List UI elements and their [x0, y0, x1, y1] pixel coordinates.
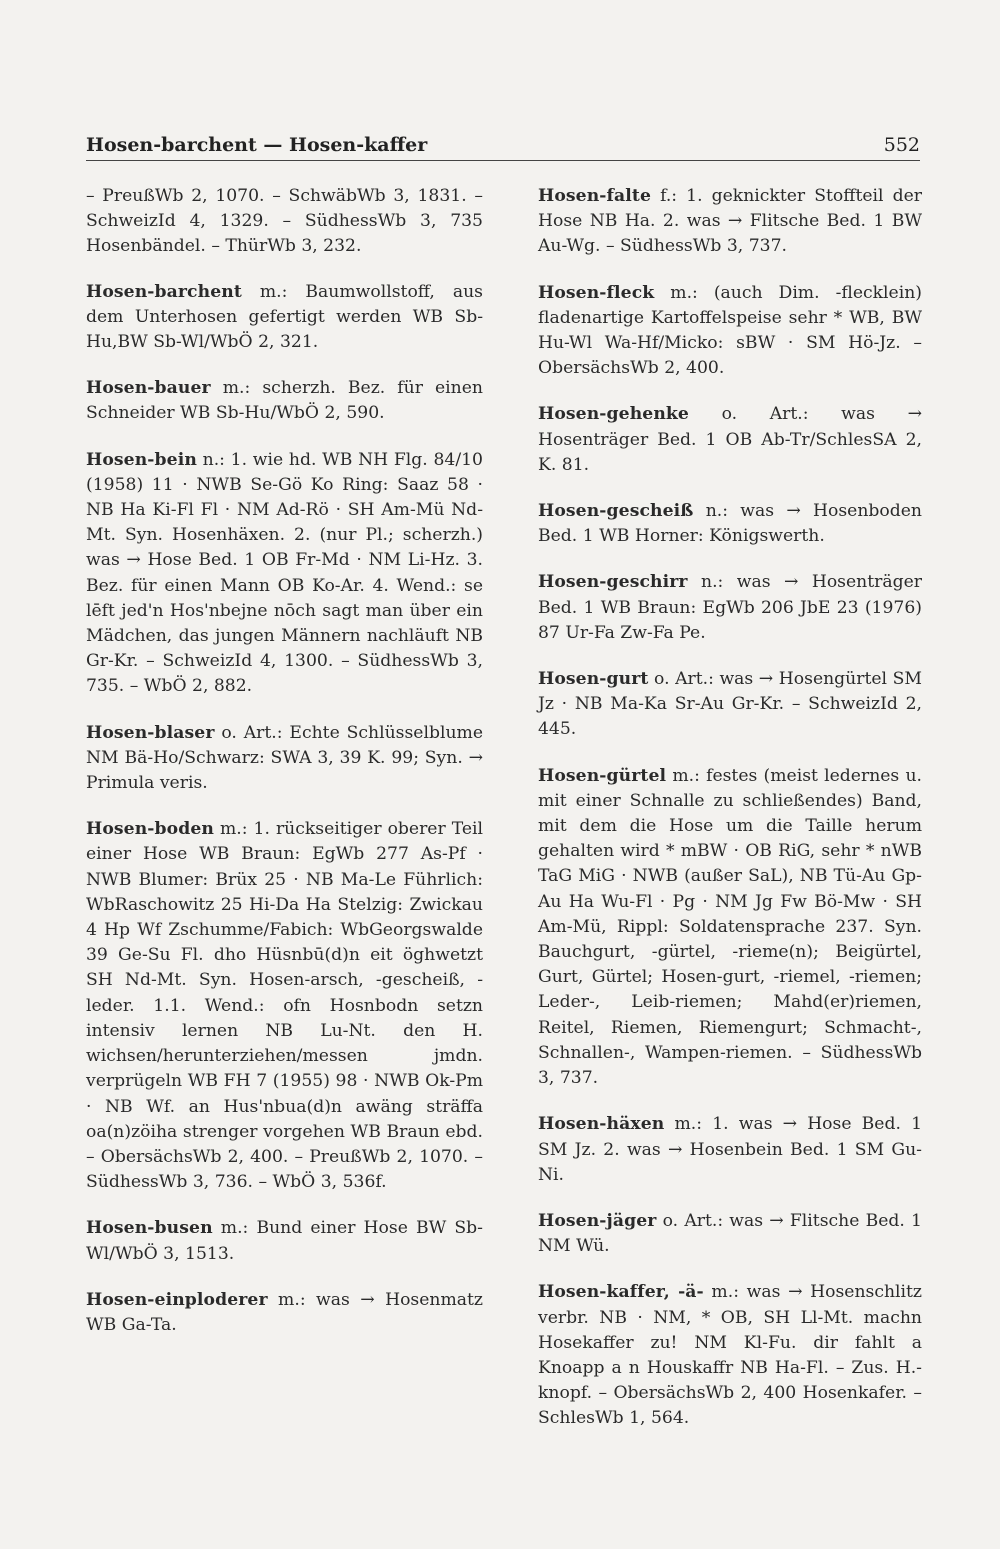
headword: Hosen-fleck	[538, 282, 655, 303]
left-column	[86, 184, 483, 1359]
right-column	[538, 184, 922, 1453]
headword: Hosen-boden	[86, 819, 214, 840]
entry-body: m.: scherzh. Bez. für einen Schneider WB Sb-Hu/WbÖ 2, 590.	[86, 378, 483, 424]
entry-hosen-guertel	[538, 764, 922, 1092]
headword: Hosen-falte	[538, 186, 651, 206]
entry-hosen-barchent	[86, 280, 483, 356]
entry-hosen-haexen	[538, 1112, 922, 1188]
entry-hosen-busen	[86, 1216, 483, 1266]
entry-hosen-bauer	[86, 376, 483, 426]
headword: Hosen-kaffer, -ä-	[538, 1282, 704, 1303]
entry-body: n.: was → Hosenboden Bed. 1 WB Horner: Königswerth.	[538, 501, 922, 547]
headword: Hosen-einploderer	[86, 1289, 268, 1310]
headword: Hosen-blaser	[86, 722, 215, 743]
headword: Hosen-gurt	[538, 669, 649, 690]
entry-body: o. Art.: Echte Schlüsselblume NM Bä-Ho/Schwarz: SWA 3, 39 K. 99; Syn. → Primula veris.	[86, 722, 483, 794]
entry-hosen-jaeger	[538, 1209, 922, 1259]
entry-body: n.: was → Hosenträger Bed. 1 WB Braun: EgWb 206 JbE 23 (1976) 87 Ur-Fa Zw-Fa Pe.	[538, 572, 922, 643]
entry-body: m.: Baumwollstoff, aus dem Unterhosen gefertigt werden WB Sb-Hu,BW Sb-Wl/WbÖ 2, 321.	[86, 281, 483, 353]
headword: Hosen-bein	[86, 449, 197, 470]
entry-hosen-falte	[538, 184, 922, 260]
entry-body: n.: 1. wie hd. WB NH Flg. 84/10 (1958) 11 · NWB Se-Gö Ko Ring: Saaz 58 · NB Ha Ki-Fl Fl · NM Ad-Rö · SH Am-Mü Nd-Mt. Syn. Hosenhäxen. 2. (nur Pl.; scherzh.) was → Hose Bed. 1 OB Fr-Md · NM Li-Hz. 3. Bez. für einen Mann OB Ko-Ar. 4. Wend.: se lēft jed'n Hos'nbejne nōch sagt man über ein Mädchen, das jungen Männern nachläuft NB Gr-Kr. – SchweizId 4, 1300. – SüdhessWb 3, 735. – WbÖ 2, 882.	[86, 449, 483, 697]
entry-hosen-gehenke	[538, 402, 922, 478]
headword: Hosen-busen	[86, 1218, 213, 1239]
headword: Hosen-bauer	[86, 378, 211, 399]
entry-body: m.: was → Hosenmatz WB Ga-Ta.	[86, 1289, 483, 1335]
entry-hosen-gescheiss	[538, 499, 922, 549]
entry-hosen-geschirr	[538, 570, 922, 646]
entry-body: m.: Bund einer Hose BW Sb-Wl/WbÖ 3, 1513.	[86, 1218, 483, 1264]
entry-body: m.: 1. was → Hose Bed. 1 SM Jz. 2. was → Hosenbein Bed. 1 SM Gu-Ni.	[538, 1114, 922, 1185]
headword: Hosen-jäger	[538, 1210, 657, 1231]
entry-hosen-einploderer	[86, 1288, 483, 1338]
entry-body: m.: (auch Dim. -flecklein) fladenartige Kartoffelspeise sehr * WB, BW Hu-Wl Wa-Hf/Micko: sBW · SM Hö-Jz. – ObersächsWb 2, 400.	[538, 282, 922, 379]
entry-body: m.: was → Hosenschlitz verbr. NB · NM, * OB, SH Ll-Mt. machn Hosekaffer zu! NM Kl-Fu. dir fahlt a Knoapp a n Houskaffr NB Ha-Fl. – Zus. H.-knopf. – ObersächsWb 2, 400 Hosenkafer. – SchlesWb 1, 564.	[538, 1282, 922, 1429]
entry-hosen-fleck	[538, 281, 922, 382]
header-rule	[86, 160, 920, 161]
headword: Hosen-gürtel	[538, 765, 667, 786]
entry-body: o. Art.: was → Hosenträger Bed. 1 OB Ab-Tr/SchlesSA 2, K. 81.	[538, 404, 922, 475]
running-title: Hosen-barchent — Hosen-kaffer	[86, 134, 428, 156]
entry-hosen-kaffer	[538, 1280, 922, 1431]
entry-body: m.: 1. rückseitiger oberer Teil einer Hose WB Braun: EgWb 277 As-Pf · NWB Blumer: Brüx 25 · NB Ma-Le Führlich: WbRaschowitz 25 Hi-Da Ha Stelzig: Zwickau 4 Hp Wf Zschumme/Fabich: WbGeorgswalde 39 Ge-Su Fl. dho Hüsnbū(d)n eit öghwetzt SH Nd-Mt. Syn. Hosen-arsch, -gescheiß, -leder. 1.1. Wend.: ofn Hosnbodn setzn intensiv lernen NB Lu-Nt. den H. wichsen/herunterziehen/messen jmdn. verprügeln WB FH 7 (1955) 98 · NWB Ok-Pm · NB Wf. an Hus'nbua(d)n awäng sträffa oa(n)zöiha strenger vorgehen WB Braun ebd. – ObersächsWb 2, 400. – PreußWb 2, 1070. – SüdhessWb 3, 736. – WbÖ 3, 536f.	[86, 819, 483, 1193]
headword: Hosen-häxen	[538, 1114, 665, 1135]
entry-body: m.: festes (meist ledernes u. mit einer Schnalle zu schließendes) Band, mit dem die Hose um die Taille herum gehalten wird * mBW · OB RiG, sehr * nWB TaG MiG · NWB (außer SaL), NB Tü-Au Gp-Au Ha Wu-Fl · Pg · NM Jg Fw Bö-Mw · SH Am-Mü, Rippl: Soldatensprache 237. Syn. Bauchgurt, -gürtel, -rieme(n); Beigürtel, Gurt, Gürtel; Hosen-gurt, -riemel, -riemen; Leder-, Leib-riemen; Mahd(er)riemen, Reitel, Riemen, Riemengurt; Schmacht-, Schnallen-, Wampen-riemen. – SüdhessWb 3, 737.	[538, 765, 922, 1089]
headword: Hosen-gescheiß	[538, 501, 694, 522]
entry-body: f.: 1. geknickter Stoffteil der Hose NB Ha. 2. was → Flitsche Bed. 1 BW Au-Wg. – SüdhessWb 3, 737.	[538, 186, 922, 257]
entry-hosen-gurt	[538, 667, 922, 743]
entry-hosen-blaser	[86, 721, 483, 797]
entry-hosen-boden	[86, 817, 483, 1195]
entry-body: o. Art.: was → Hosengürtel SM Jz · NB Ma-Ka Sr-Au Gr-Kr. – SchweizId 2, 445.	[538, 669, 922, 740]
entry-body: o. Art.: was → Flitsche Bed. 1 NM Wü.	[538, 1210, 922, 1257]
page-number: 552	[883, 134, 920, 156]
entry-hosen-bein	[86, 448, 483, 700]
continuation-text: – PreußWb 2, 1070. – SchwäbWb 3, 1831. – SchweizId 4, 1329. – SüdhessWb 3, 735 Hosenbändel. – ThürWb 3, 232.	[86, 186, 483, 257]
headword: Hosen-gehenke	[538, 404, 689, 425]
running-header	[86, 134, 920, 160]
headword: Hosen-geschirr	[538, 572, 688, 593]
headword: Hosen-barchent	[86, 281, 242, 302]
